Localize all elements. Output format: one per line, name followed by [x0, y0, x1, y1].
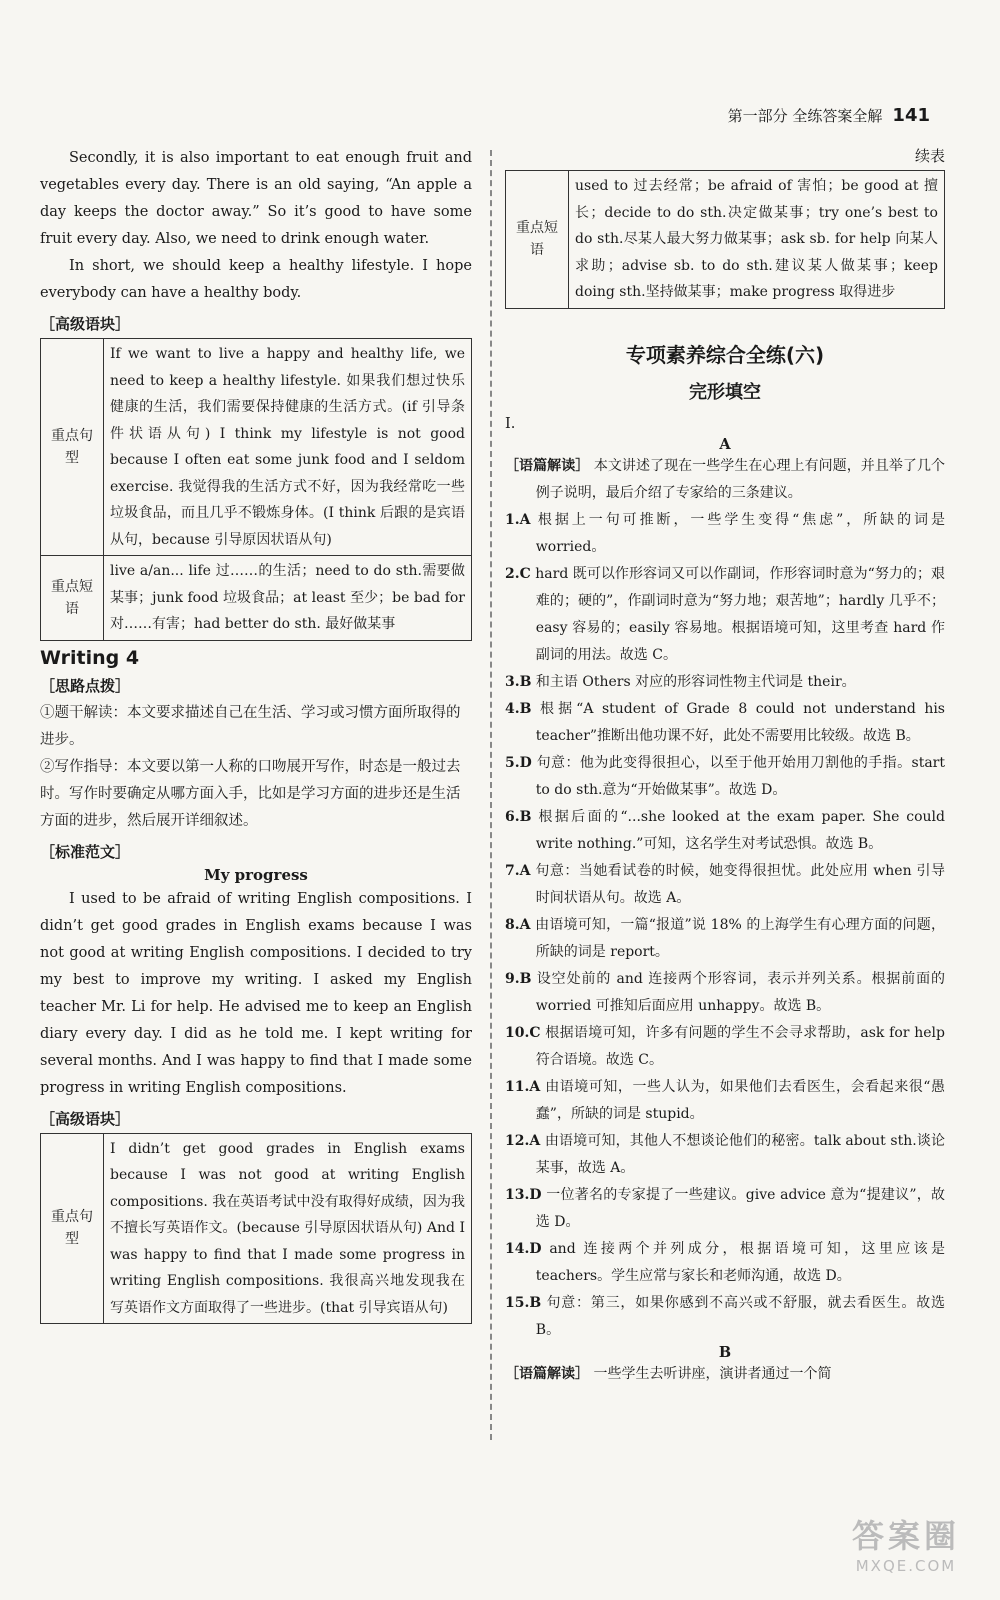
- subsection-title: 完形填空: [689, 381, 761, 403]
- advanced-chunks-table: [40, 338, 472, 641]
- part-roman-numeral: Ⅰ.: [505, 415, 516, 432]
- analysis-label: ［语篇解读］: [505, 457, 590, 474]
- answer-number: 14.D: [505, 1240, 542, 1257]
- model-essay-heading: ［标准范文］: [40, 842, 131, 861]
- section-title: 专项素养综合全练(六): [625, 342, 825, 367]
- advanced-chunks-heading: ［高级语块］: [40, 315, 131, 333]
- answer-number: 6.B: [505, 808, 532, 825]
- answer-number: 13.D: [505, 1186, 542, 1203]
- answer-explanation: and 连接两个并列成分，根据语境可知，这里应该是 teachers。学生应常与家长和老师沟通，故选 D。: [535, 1240, 945, 1284]
- analysis-label: ［语篇解读］: [505, 1365, 589, 1382]
- answer-explanation: 根据语境可知，许多有问题的学生不会寻求帮助，ask for help 符合语境。故选 C。: [535, 1024, 945, 1068]
- analysis-text: 一些学生去听讲座，演讲者通过一个简: [593, 1365, 832, 1382]
- continued-table: [505, 170, 945, 309]
- answer-explanation: hard 既可以作形容词又可以作副词，作形容词时意为“努力的；艰难的；硬的”，作副词时意为“努力地；艰苦地”；hardly 几乎不；easy 容易的；easily 容易地。根据语境可知，这里考查 hard 作副词的用法。故选 C。: [535, 565, 946, 663]
- tip-item: ②写作指导：本文要以第一人称的口吻展开写作，时态是一般过去时。写作时要确定从哪方面入手，比如是学习方面的进步还是生活方面的进步，然后展开详细叙述。: [40, 758, 461, 829]
- answer-number: 1.A: [505, 511, 531, 528]
- analysis-text: 本文讲述了现在一些学生在心理上有问题，并且举了几个例子说明，最后介绍了专家给的三条建议。: [535, 457, 946, 501]
- answer-explanation: 句意：第三，如果你感到不高兴或不舒服，就去看医生。故选 B。: [535, 1294, 946, 1338]
- continued-label: 续表: [914, 147, 945, 165]
- answer-item: [505, 804, 945, 858]
- key-phrases-label: 重点短语: [41, 556, 104, 641]
- answer-number: 3.B: [505, 673, 532, 690]
- answer-explanation: 根据后面的“...she looked at the exam paper. She could write nothing.”可知，这名学生对考试恐惧。故选 B。: [535, 808, 945, 852]
- right-column: [505, 145, 945, 1388]
- key-sentences-label: 重点句型: [41, 1133, 104, 1324]
- answer-number: 10.C: [505, 1024, 541, 1041]
- page-header: [728, 105, 930, 126]
- answer-item: [505, 1236, 945, 1290]
- left-column: [40, 145, 472, 1324]
- advanced-chunks-table: [40, 1133, 472, 1325]
- answer-number: 9.B: [505, 970, 532, 987]
- text-analysis: [505, 1361, 945, 1388]
- essay-title: My progress: [204, 865, 308, 884]
- tips-heading: ［思路点拨］: [40, 676, 131, 695]
- page-number: 141: [892, 105, 930, 126]
- key-phrases-label: 重点短语: [506, 171, 569, 309]
- key-sentences-text: I didn’t get good grades in English exams because I was not good at writing English compositions. 我在英语考试中没有取得好成绩，因为我不擅长写英语作文。(because 引导原因状语从句) And I was happy to find that I made some progress in writing English compositions. 我很高兴地发现我在写英语作文方面取得了一些进步。(that 引导宾语从句): [104, 1133, 472, 1324]
- text-analysis: [505, 453, 945, 507]
- answer-item: [505, 561, 945, 669]
- part-b-label: B: [718, 1343, 732, 1361]
- answer-item: [505, 966, 945, 1020]
- watermark-logo: [852, 1511, 960, 1575]
- key-phrases-text: used to 过去经常；be afraid of 害怕；be good at 擅长；decide to do sth.决定做某事；try one’s best to do sth.尽某人最大努力做某事；ask sb. for help 向某人求助；advise sb. to do sth.建议某人做某事；keep doing sth.坚持做某事；make progress 取得进步: [569, 171, 945, 309]
- writing-title: Writing 4: [40, 646, 140, 669]
- key-phrases-text: live a/an... life 过……的生活；need to do sth.需要做某事；junk food 垃圾食品；at least 至少；be bad for 对……有害；had better do sth. 最好做某事: [104, 556, 472, 641]
- answer-number: 7.A: [505, 862, 531, 879]
- answer-list: [505, 507, 945, 1344]
- answer-explanation: 和主语 Others 对应的形容词性物主代词是 their。: [535, 673, 856, 690]
- key-sentences-label: 重点句型: [41, 339, 104, 556]
- answer-item: [505, 1020, 945, 1074]
- answer-number: 4.B: [505, 700, 532, 717]
- answer-explanation: 根据“A student of Grade 8 could not understand his teacher”推断出他功课不好，此处不需要用比较级。故选 B。: [535, 700, 945, 744]
- essay-body: I used to be afraid of writing English compositions. I didn’t get good grades in English exams because I was not good at writing English compositions. I decided to try my best to improve my writing. I asked my English teacher Mr. Li for help. He advised me to keep an English diary every day. I did as he told me. I kept writing for several months. And I was happy to find that I made some progress in writing English compositions.: [40, 890, 472, 1096]
- answer-number: 11.A: [505, 1078, 541, 1095]
- intro-paragraph: Secondly, it is also important to eat enough fruit and vegetables every day. There is an old saying, “An apple a day keeps the doctor away.” So it’s good to have some fruit every day. Also, we need to drink enough water.: [40, 150, 472, 247]
- advanced-chunks-heading: ［高级语块］: [40, 1109, 131, 1128]
- answer-explanation: 句意：当她看试卷的时候，她变得很担忧。此处应用 when 引导时间状语从句。故选 A。: [535, 862, 946, 906]
- answer-item: [505, 858, 945, 912]
- answer-number: 2.C: [505, 565, 531, 582]
- answer-item: [505, 912, 945, 966]
- tip-item: ①题干解读：本文要求描述自己在生活、学习或习惯方面所取得的进步。: [40, 704, 461, 748]
- header-section: 第一部分 全练答案全解: [727, 107, 883, 125]
- watermark-url: MXQE.COM: [855, 1557, 957, 1575]
- answer-number: 5.D: [505, 754, 532, 771]
- answer-item: [505, 669, 945, 696]
- answer-number: 15.B: [505, 1294, 542, 1311]
- answer-item: [505, 750, 945, 804]
- intro-paragraph: In short, we should keep a healthy lifestyle. I hope everybody can have a healthy body.: [40, 258, 472, 301]
- answer-item: [505, 1128, 945, 1182]
- column-divider: [490, 150, 492, 1440]
- answer-item: [505, 696, 945, 750]
- watermark-text: 答案圈: [851, 1517, 960, 1555]
- part-a-label: A: [719, 435, 731, 453]
- answer-item: [505, 1182, 945, 1236]
- answer-explanation: 由语境可知，一篇“报道”说 18% 的上海学生有心理方面的问题，所缺的词是 report。: [535, 916, 945, 960]
- answer-item: [505, 1074, 945, 1128]
- key-sentences-text: If we want to live a happy and healthy life, we need to keep a healthy lifestyle. 如果我们想过快乐健康的生活，我们需要保持健康的生活方式。(if 引导条件状语从句) I think my lifestyle is not good because I often eat some junk food and I seldom exercise. 我觉得我的生活方式不好，因为我经常吃一些垃圾食品，而且几乎不锻炼身体。(I think 后跟的是宾语从句，because 引导原因状语从句): [104, 339, 472, 556]
- answer-number: 12.A: [505, 1132, 541, 1149]
- answer-explanation: 由语境可知，其他人不想谈论他们的秘密。talk about sth.谈论某事，故选 A。: [535, 1132, 946, 1176]
- answer-explanation: 由语境可知，一些人认为，如果他们去看医生，会看起来很“愚蠢”，所缺的词是 stupid。: [535, 1078, 946, 1122]
- answer-number: 8.A: [505, 916, 531, 933]
- answer-explanation: 句意：他为此变得很担心，以至于他开始用刀割他的手指。start to do sth.意为“开始做某事”。故选 D。: [535, 754, 945, 798]
- answer-item: [505, 507, 945, 561]
- answer-explanation: 设空处前的 and 连接两个形容词，表示并列关系。根据前面的 worried 可推知后面应用 unhappy。故选 B。: [535, 970, 945, 1014]
- answer-explanation: 一位著名的专家提了一些建议。give advice 意为“提建议”，故选 D。: [535, 1186, 946, 1230]
- answer-explanation: 根据上一句可推断，一些学生变得“焦虑”，所缺的词是 worried。: [535, 511, 945, 555]
- answer-item: [505, 1290, 945, 1344]
